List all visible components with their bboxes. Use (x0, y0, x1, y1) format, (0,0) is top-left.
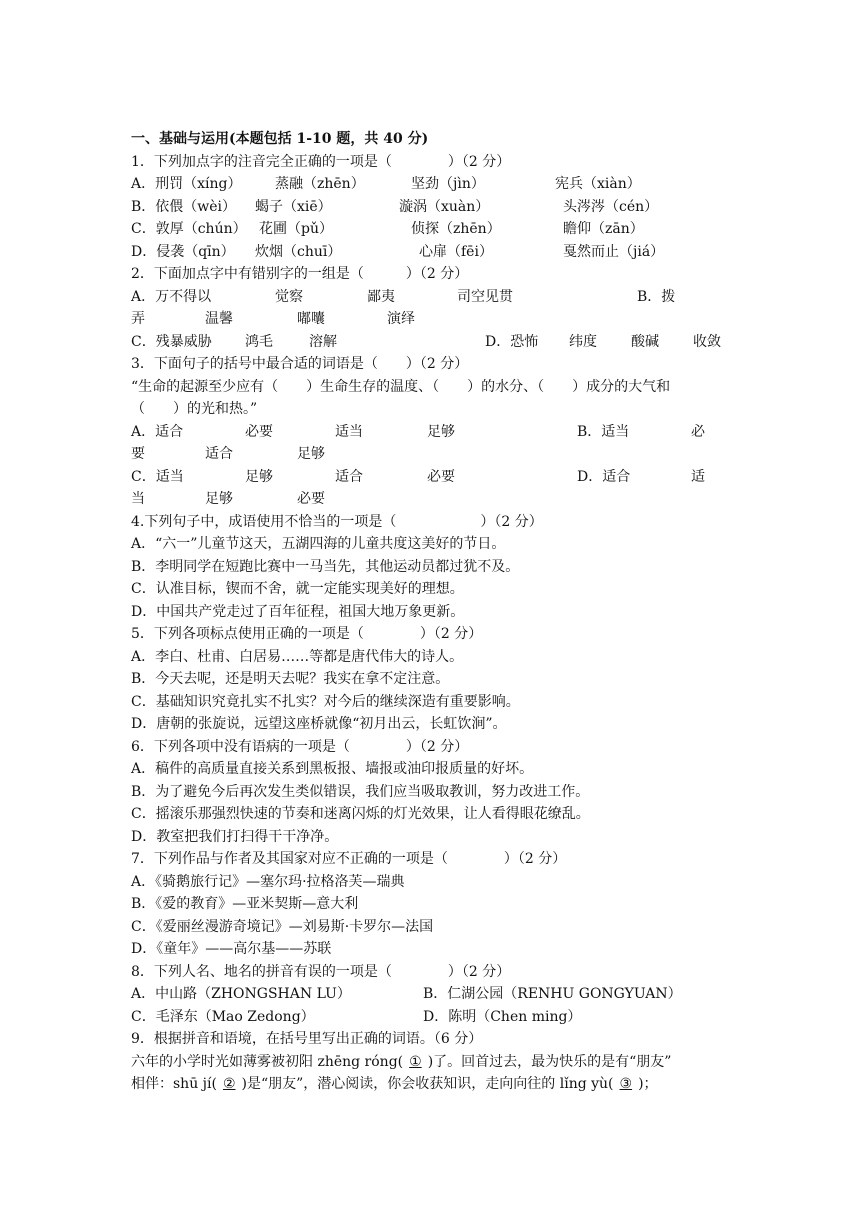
q9-text-2b: )是“朋友”，潜心阅读，你会收获知识，走向向往的 lǐng yù( (241, 1076, 614, 1092)
q9-blank-1[interactable]: ① (409, 1053, 422, 1070)
q2-a3: 鄙夷 (367, 288, 395, 305)
q1-option-b (131, 196, 741, 219)
q9-stem: 9．根据拼音和语境，在括号里写出正确的词语。（6 分） (131, 1031, 483, 1047)
q4-option-b: B．李明同学在短跑比赛中一马当先，其他运动员都过犹不及。 (131, 558, 520, 575)
q1-d1: D．侵袭（qīn） (131, 243, 235, 260)
q2-d1: D．恐怖 (485, 333, 539, 350)
q3-a2: 必要 (245, 423, 273, 440)
q3-c3: 适合 (335, 468, 363, 485)
q8-stem: 8．下列人名、地名的拼音有误的一项是（ ）（2 分） (131, 963, 511, 980)
q4-option-c: C．认准目标，锲而不舍，就一定能实现美好的理想。 (131, 581, 464, 597)
q5-option-a: A．李白、杜甫、白居易……等都是唐代伟大的诗人。 (131, 648, 464, 665)
q5-stem: 5．下列各项标点使用正确的一项是（ ）（2 分） (131, 626, 483, 642)
q3-d2-cont: 当 (131, 491, 145, 507)
q1-a1: A．刑罚（xíng） (131, 176, 242, 192)
q4-stem: 4.下列句子中，成语使用不恰当的一项是（ ）（2 分） (131, 513, 543, 530)
q1-b1: B．依偎（wèi） (131, 198, 237, 215)
q1-b4: 头涔涔（cén） (563, 198, 659, 215)
q2-b4: 演绎 (387, 311, 415, 327)
q1-d2: 炊烟（chuī） (255, 243, 342, 260)
q1-option-c (131, 218, 741, 241)
q2-row-3 (131, 331, 741, 354)
q6-option-a: A．稿件的高质量直接关系到黑板报、墙报或油印报质量的好坏。 (131, 761, 534, 777)
q6-option-b: B．为了避免今后再次发生类似错误，我们应当吸取教训，努力改进工作。 (131, 783, 590, 800)
q9-blank-3[interactable]: ③ (619, 1076, 633, 1092)
q3-a3: 适当 (335, 423, 363, 440)
q2-b1-cont: 弄 (131, 311, 145, 327)
q2-c1: C．残暴威胁 (131, 333, 212, 350)
q2-row-2 (131, 308, 741, 331)
q1-option-a (131, 173, 741, 196)
q3-d3: 足够 (205, 491, 233, 507)
q1-a4: 宪兵（xiàn） (555, 176, 641, 192)
q6-stem: 6．下列各项中没有语病的一项是（ ）（2 分） (131, 738, 469, 755)
q2-a2: 觉察 (275, 288, 303, 305)
q5-option-d: D．唐朝的张旋说，远望这座桥就像“初月出云，长虹饮涧”。 (131, 716, 507, 732)
q1-d3: 心扉（fēi） (419, 243, 493, 260)
q2-b3: 嘟囔 (297, 311, 325, 327)
q9-text-2a: 相伴：shū jí( (131, 1076, 217, 1092)
q9-text-1a: 六年的小学时光如薄雾被初阳 zhēng róng( (131, 1053, 404, 1070)
q9-passage-line-2 (131, 1073, 741, 1096)
q9-blank-2[interactable]: ② (222, 1076, 236, 1092)
q3-row-4 (131, 488, 741, 511)
q1-c3: 侦探（zhēn） (411, 221, 501, 237)
q3-c4: 必要 (427, 468, 455, 485)
q2-b1: B．拨 (637, 288, 676, 305)
q3-c2: 足够 (245, 468, 273, 485)
q4-option-a: A．“六一”儿童节这天，五湖四海的儿童共度这美好的节日。 (131, 536, 506, 552)
q9-text-1b: )了。回首过去，最为快乐的是有“朋友” (427, 1053, 672, 1070)
q6-option-d: D．教室把我们打扫得干干净净。 (131, 828, 339, 845)
q3-stem: 3．下面句子的括号中最合适的词语是（ ）（2 分） (131, 356, 469, 372)
q3-a4: 足够 (427, 423, 455, 440)
q5-option-c: C．基础知识究竟扎实不扎实？对今后的继续深造有重要影响。 (131, 693, 520, 710)
q8-option-b: B．仁湖公园（RENHU GONGYUAN） (423, 986, 682, 1002)
q1-option-d (131, 241, 741, 264)
q1-b2: 蝎子（xiē） (255, 198, 332, 215)
exam-page (131, 128, 741, 1096)
q1-a3: 坚劲（jìn） (411, 176, 485, 192)
q1-c4: 瞻仰（zān） (563, 221, 644, 237)
q7-option-a: A．《骑鹅旅行记》—塞尔玛·拉格洛芙—瑞典 (131, 873, 405, 890)
q2-stem: 2．下面加点字中有错别字的一组是（ ）（2 分） (131, 266, 469, 282)
q3-row-2 (131, 443, 741, 466)
q3-b3: 适合 (205, 446, 233, 462)
q3-a1: A．适合 (131, 423, 184, 440)
q3-quote-line-1: “生命的起源至少应有（ ）生命生存的温度、（ ）的水分、（ ）成分的大气和 (131, 378, 671, 395)
q9-passage-line-1 (131, 1051, 741, 1074)
q1-c1: C．敦厚（chún） (131, 221, 247, 237)
q7-option-c: C．《爱丽丝漫游奇境记》—刘易斯·卡罗尔—法国 (131, 918, 434, 935)
q2-c3: 溶解 (309, 333, 337, 350)
q2-d4: 收敛 (693, 333, 721, 350)
q1-a2: 蒸融（zhēn） (275, 176, 365, 192)
q8-option-c: C．毛泽东（Mao Zedong） (131, 1008, 315, 1025)
q3-b2-cont: 要 (131, 446, 145, 462)
q6-option-c: C．摇滚乐那强烈快速的节奏和迷离闪烁的灯光效果，让人看得眼花缭乱。 (131, 806, 590, 822)
q3-b4: 足够 (297, 446, 325, 462)
q3-d2: 适 (691, 468, 705, 485)
q1-d4: 戛然而止（jiá） (563, 243, 665, 260)
q3-row-3 (131, 466, 741, 489)
q2-d3: 酸碱 (631, 333, 659, 350)
q2-a4: 司空见贯 (457, 288, 513, 305)
q7-option-b: B．《爱的教育》—亚米契斯—意大利 (131, 896, 359, 912)
q2-row-1 (131, 286, 741, 309)
section-heading: 一、基础与运用(本题包括 1-10 题，共 40 分) (131, 131, 429, 147)
q2-b2: 温馨 (205, 311, 233, 327)
q3-quote-line-2: （ ）的光和热。” (131, 401, 258, 417)
q3-b1: B．适当 (577, 423, 630, 440)
q3-c1: C．适当 (131, 468, 184, 485)
q8-option-a: A．中山路（ZHONGSHAN LU） (131, 986, 351, 1002)
q5-option-b: B．今天去呢，还是明天去呢？我实在拿不定注意。 (131, 671, 450, 687)
q8-row-1 (131, 983, 741, 1006)
q2-a1: A．万不得以 (131, 288, 212, 305)
q1-c2: 花圃（pǔ） (259, 221, 333, 237)
q1-stem: 1．下列加点字的注音完全正确的一项是（ ）（2 分） (131, 153, 511, 170)
q3-d1: D．适合 (577, 468, 631, 485)
q3-b2: 必 (691, 423, 705, 440)
q4-option-d: D．中国共产党走过了百年征程，祖国大地万象更新。 (131, 603, 465, 620)
q9-text-2c: )； (638, 1076, 658, 1092)
q2-c2: 鸿毛 (245, 333, 273, 350)
q3-d4: 必要 (297, 491, 325, 507)
q1-b3: 漩涡（xuàn） (399, 198, 490, 215)
q8-option-d: D．陈明（Chen ming） (423, 1008, 582, 1025)
q3-row-1 (131, 421, 741, 444)
q8-row-2 (131, 1006, 741, 1029)
q2-d2: 纬度 (569, 333, 597, 350)
q7-stem: 7．下列作品与作者及其国家对应不正确的一项是（ ）（2 分） (131, 851, 567, 867)
q7-option-d: D．《童年》——高尔基——苏联 (131, 941, 332, 957)
